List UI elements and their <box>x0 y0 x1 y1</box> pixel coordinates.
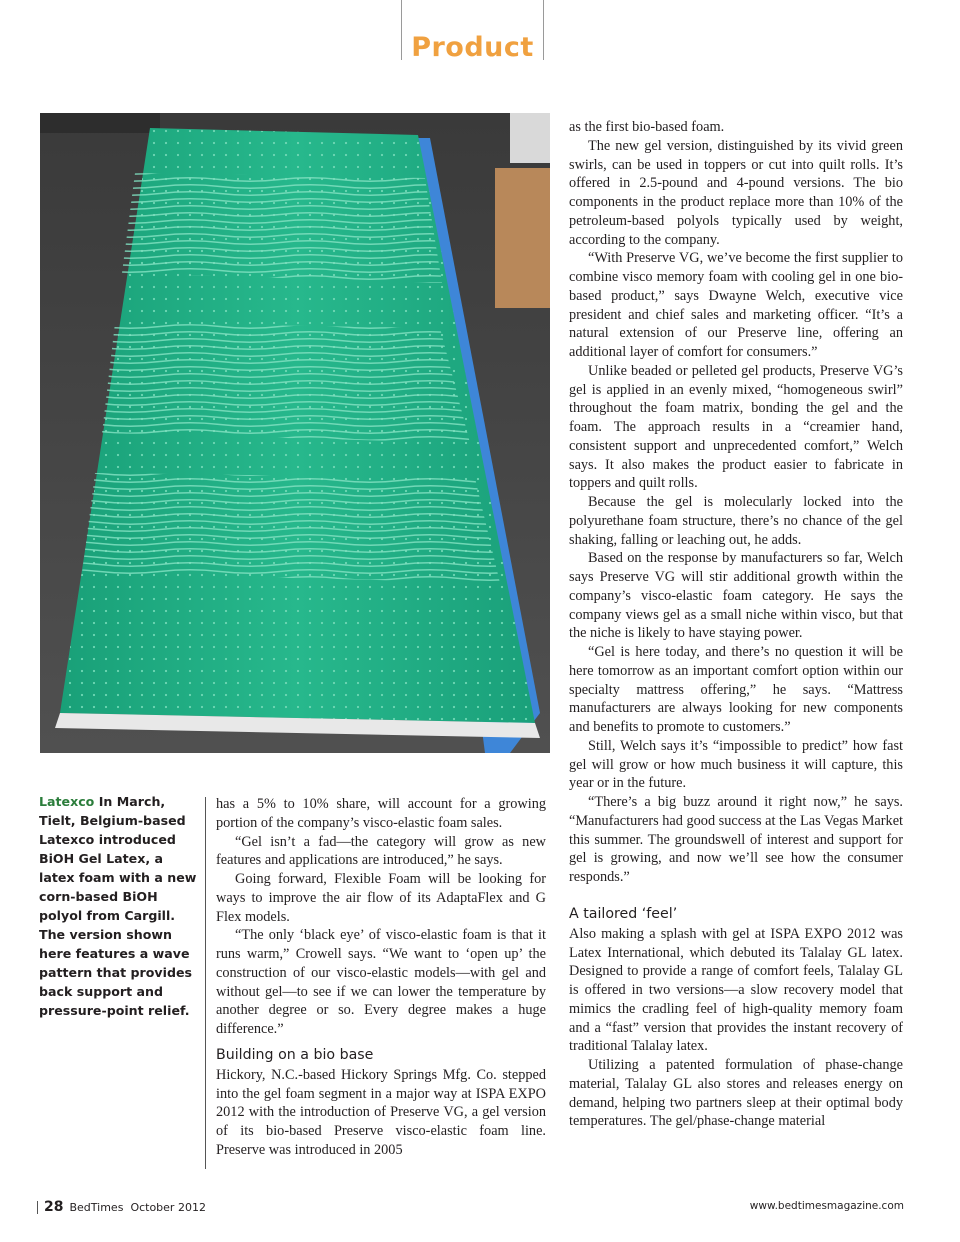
article-column-1 <box>216 795 546 1160</box>
footer-bar <box>37 1201 38 1214</box>
paragraph: Unlike beaded or pelleted gel products, Preserve VG’s gel is applied in an evenly mixed, “homogeneous swirl” throughout the foam matrix, bonding the gel and the foam. The approach results in a “creamier hand, consistent support and unprecedented comfort,” Welch says. It also makes the product easier to fabricate in toppers and quilt rolls. <box>569 362 903 492</box>
paragraph: Also making a splash with gel at ISPA EXPO 2012 was Latex International, which debuted its Talalay GL latex. Designed to provide a range of comfort feels, Talalay GL is offered in two versions—a slow recovery model that mimics the cradling feel of high-quality memory foam and a “fast” version that provides the instant recovery of traditional Talalay latex. <box>569 925 903 1055</box>
issue-date: October 2012 <box>130 1201 206 1214</box>
paragraph: “Gel isn’t a fad—the category will grow as new features and applications are introduced,” he says. <box>216 833 546 869</box>
paragraph: Utilizing a patented formulation of phase-change material, Talalay GL also stores and releases energy on demand, helping two partners sleep at their optimal body temperatures. The gel/phase-change material <box>569 1057 903 1130</box>
paragraph: as the first bio-based foam. <box>569 119 725 135</box>
page-number: 28 <box>44 1199 64 1215</box>
paragraph: Because the gel is molecularly locked into the polyurethane foam structure, there’s no chance of the gel shaking, falling or leaching out, he adds. <box>569 494 903 548</box>
subheading-bio-base: Building on a bio base <box>216 1046 374 1063</box>
paragraph: The new gel version, distinguished by its vivid green swirls, can be used in toppers or cut into quilt rolls. It’s offered in 2.5-pound and 4-pound versions. The bio components in the product replace more than 10% of the petroleum-based polyols typically used by weight, according to the company. <box>569 137 903 248</box>
section-label: Product <box>411 32 534 63</box>
paragraph: Hickory, N.C.-based Hickory Springs Mfg. Co. stepped into the gel foam segment in a major way at ISPA EXPO 2012 with the introduction of Preserve VG, a gel version of its bio-based Preserve visco-elastic foam line. Preserve was introduced in 2005 <box>216 1066 546 1158</box>
paragraph: has a 5% to 10% share, will account for a growing portion of the company’s visco-elastic foam sales. <box>216 796 546 831</box>
paragraph: Going forward, Flexible Foam will be looking for ways to improve the air flow of its AdaptaFlex and G Flex models. <box>216 871 546 925</box>
paragraph: Still, Welch says it’s “impossible to predict” how fast gel will grow or how much business it will capture, this year or in the future. <box>569 737 903 792</box>
product-photo <box>40 113 550 753</box>
caption-lead: Latexco <box>39 794 95 809</box>
paragraph: “With Preserve VG, we’ve become the first supplier to combine visco memory foam with cooling gel in one bio-based product,” says Dwayne Welch, executive vice president and chief sales and marketing officer. “It’s a natural extension of our Preserve line, offering an additional layer of comfort for consumers.” <box>569 250 903 360</box>
photo-caption <box>39 792 197 1020</box>
caption-text: In March, Tielt, Belgium-based Latexco introduced BiOH Gel Latex, a latex foam with a new corn-based BiOH polyol from Cargill. The version shown here features a wave pattern that provides back support and pressure-point relief. <box>39 794 197 1018</box>
subheading-tailored-feel: A tailored ‘feel’ <box>569 905 678 922</box>
paragraph: “Gel is here today, and there’s no question it will be here tomorrow as an important comfort option within our specialty mattress offering,” he says. “Mattress manufacturers are always looking for new components and benefits to promote to customers.” <box>569 644 903 735</box>
footer-folio <box>44 1199 206 1215</box>
paragraph: “There’s a big buzz around it right now,” he says. “Manufacturers had good success at the Las Vegas Market this summer. The groundswell of interest and support for gel is growing, and now we’ll see how the consumer responds.” <box>569 794 904 885</box>
paragraph: Based on the response by manufacturers so far, Welch says Preserve VG will stir additional growth within the company’s visco-elastic foam category. He says the company views gel as a small niche within visco, but that the niche is likely to have staying power. <box>569 550 903 642</box>
website-link[interactable]: www.bedtimesmagazine.com <box>749 1200 904 1212</box>
gel-latex-foam-image <box>40 113 550 753</box>
article-column-2 <box>569 118 903 1131</box>
column-divider <box>205 797 206 1169</box>
paragraph: “The only ‘black eye’ of visco-elastic foam is that it runs warm,” Crowell says. “We want to ‘open up’ the construction of our visco-elastic models—with gel and without gel—to see if we can lower the temperature by another degree or so. Every degree makes a huge difference.” <box>216 927 546 1037</box>
publication-name: BedTimes <box>69 1201 124 1214</box>
